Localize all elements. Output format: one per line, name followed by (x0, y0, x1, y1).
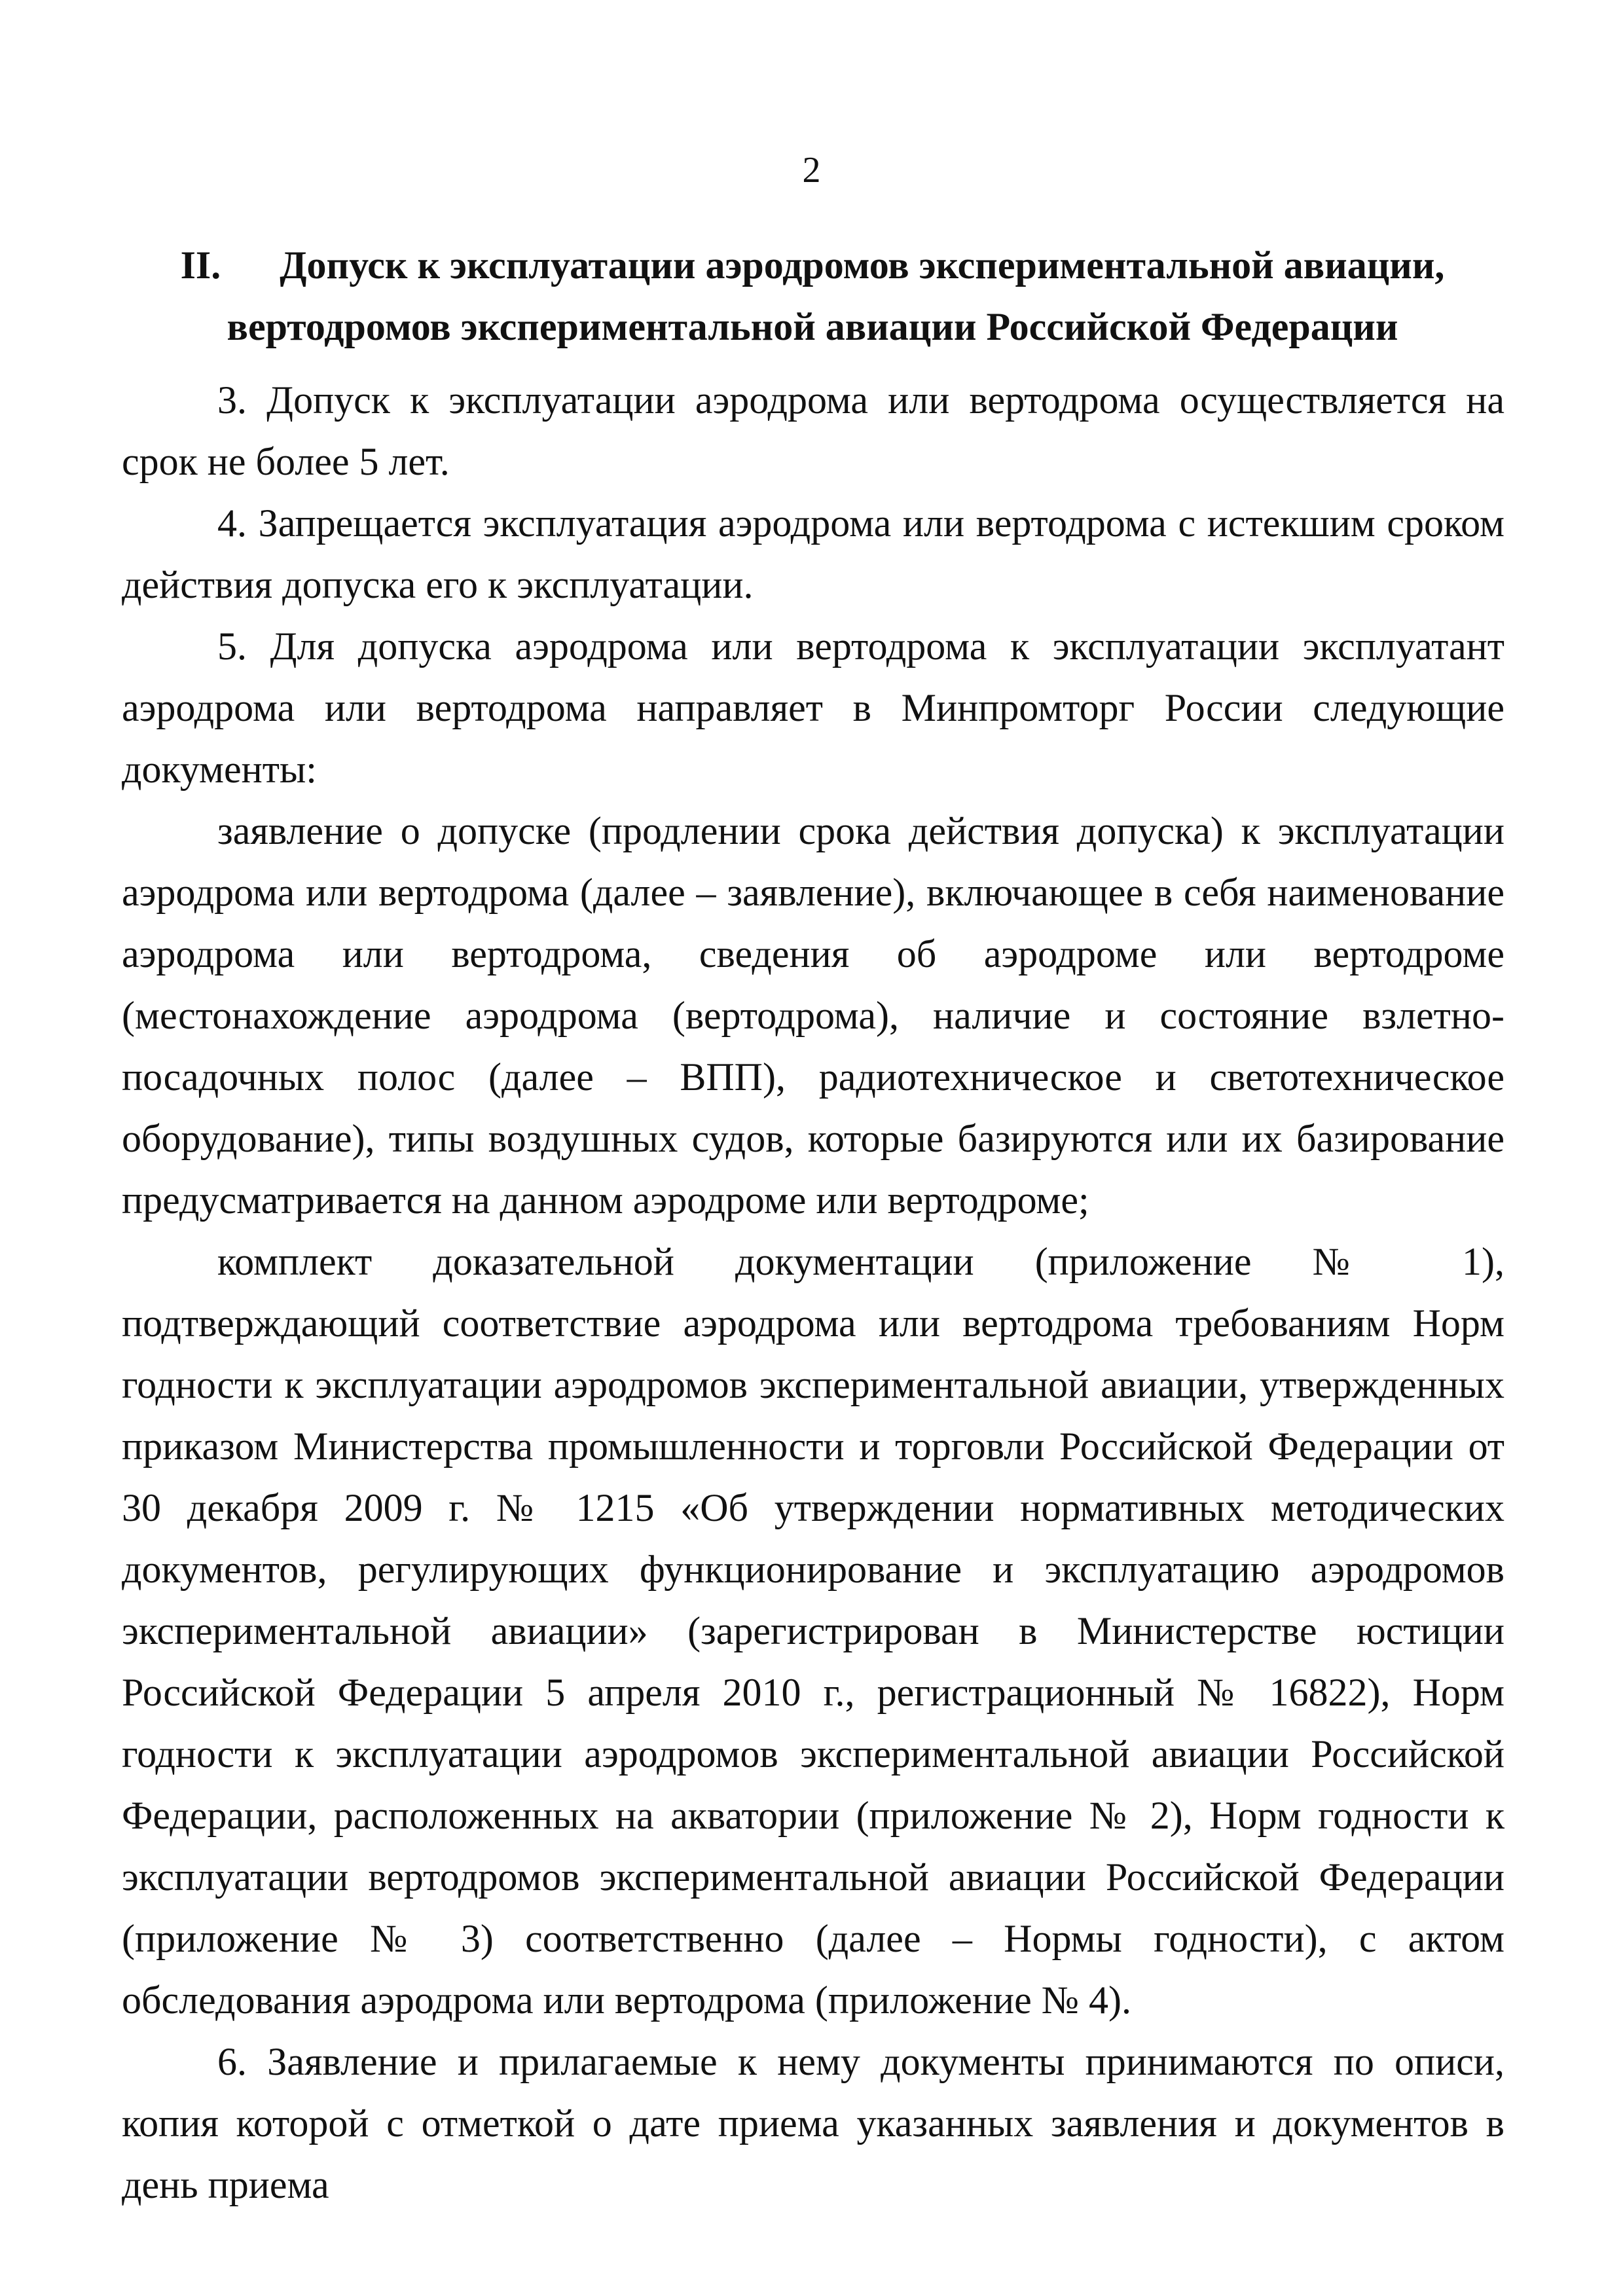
paragraph-evidence-documentation: комплект доказательной документации (приложение № 1), подтверждающий соответствие аэродрома или вертодрома требованиям Норм годности к эксплуатации аэродромов экспериментальной авиации, утвержденных приказом Министерства промышленности и торговли Российской Федерации от 30 декабря 2009 г. № 1215 «Об утверждении нормативных методических документов, регулирующих функционирование и эксплуатацию аэродромов экспериментальной авиации» (зарегистрирован в Министерстве юстиции Российской Федерации 5 апреля 2010 г., регистрационный № 16822), Норм годности к эксплуатации аэродромов экспериментальной авиации Российской Федерации, расположенных на акватории (приложение № 2), Норм годности к эксплуатации вертодромов экспериментальной авиации Российской Федерации (приложение № 3) соответственно (далее – Нормы годности), с актом обследования аэродрома или вертодрома (приложение № 4). (122, 1240, 1504, 2022)
paragraph-6: 6. Заявление и прилагаемые к нему документы принимаются по описи, копия которой с отметкой о дате приема указанных заявления и документов в день приема (122, 2040, 1504, 2206)
section-title-line-1: Допуск к эксплуатации аэродромов экспериментальной авиации, (280, 244, 1445, 287)
section-heading (122, 234, 1503, 357)
paragraph-4: 4. Запрещается эксплуатация аэродрома или вертодрома с истекшим сроком действия допуска его к эксплуатации. (122, 501, 1504, 606)
paragraph-5: 5. Для допуска аэродрома или вертодрома к эксплуатации эксплуатант аэродрома или вертодрома направляет в Минпромторг России следующие документы: (122, 625, 1504, 791)
body-text (122, 369, 1504, 2215)
section-heading-line-1 (122, 234, 1503, 296)
paragraph-application: заявление о допуске (продлении срока действия допуска) к эксплуатации аэродрома или вертодрома (далее – заявление), включающее в себя наименование аэродрома или вертодрома, сведения об аэродроме или вертодроме (местонахождение аэродрома (вертодрома), наличие и состояние взлетно-посадочных полос (далее – ВПП), радиотехническое и светотехническое оборудование), типы воздушных судов, которые базируются или их базирование предусматривается на данном аэродроме или вертодроме; (122, 809, 1504, 1222)
section-roman-numeral: II. (180, 244, 221, 287)
section-title-line-2: вертодромов экспериментальной авиации Российской Федерации (227, 305, 1398, 348)
page-number: 2 (802, 150, 821, 191)
paragraph-3: 3. Допуск к эксплуатации аэродрома или вертодрома осуществляется на срок не более 5 лет. (122, 378, 1504, 483)
